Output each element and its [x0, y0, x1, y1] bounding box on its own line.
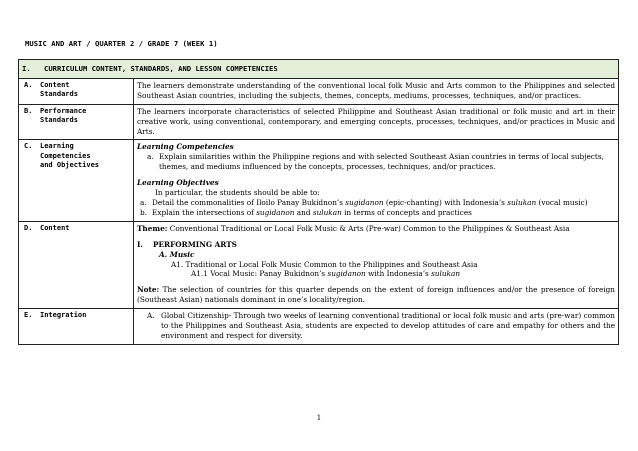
content-row: [19, 221, 619, 308]
content-standards-label: [19, 78, 134, 104]
italic-term: sulukan: [312, 207, 342, 217]
performing-arts-heading: [137, 240, 615, 250]
row-letter: D.: [24, 223, 33, 232]
theme-line: [137, 224, 615, 234]
document-header: MUSIC AND ART / QUARTER 2 / GRADE 7 (WEEK 1): [25, 39, 218, 48]
item-marker: b.: [140, 207, 147, 217]
text-run: with Indonesia’s: [365, 269, 432, 279]
label-line: Content: [40, 80, 70, 89]
text-run: A1.1 Vocal Music: Panay Bukidnon’s: [191, 269, 328, 279]
content-standards-text: The learners demonstrate understanding of the conventional local folk Music and Arts common to the Philippines and selected Southeast Asian countries, including the subjects, themes, concepts, mediums, processes, techniques, and/or practices.: [134, 78, 619, 104]
content-standards-row: [19, 78, 619, 104]
objective-item-b: [137, 208, 615, 218]
label-line: Standards: [40, 90, 78, 99]
row-letter: E.: [24, 311, 33, 320]
integration-text: Global Citizenship- Through two weeks of learning conventional traditional or local folk music and arts (pre-war) common to the Philippines and Southeast Asia, students are expected to develop attitudes of care and empathy for others and the environment and respect for diversity.: [161, 311, 616, 340]
label-line: Competencies: [40, 151, 91, 160]
section-title: CURRICULUM CONTENT, STANDARDS, AND LESSON COMPETENCIES: [44, 64, 278, 73]
text-run: Explain the intersections of: [152, 207, 257, 217]
row-letter: C.: [24, 142, 33, 151]
italic-term: sugidanon: [345, 197, 384, 207]
label-line: Learning: [40, 142, 74, 151]
learning-competencies-heading: Learning Competencies: [137, 142, 234, 152]
item-marker: a.: [147, 152, 154, 162]
objective-text: [152, 198, 588, 208]
integration-label: [19, 309, 134, 345]
label-line: Performance: [40, 106, 87, 115]
a11-item: [137, 269, 615, 279]
content-cell: [134, 221, 619, 308]
italic-term: sugidanon: [327, 269, 366, 279]
integration-cell: [134, 309, 619, 345]
heading-text: PERFORMING ARTS: [153, 239, 237, 249]
note-text: The selection of countries for this quarter depends on the extent of foreign influences and/or the presence of foreign (Southeast Asian) nationals dominant in one’s locality/region.: [137, 285, 616, 305]
item-marker: a.: [140, 197, 147, 207]
section-number: I.: [22, 64, 31, 73]
heading-number: I.: [137, 239, 143, 249]
section-heading: [19, 60, 619, 79]
text-run: and: [294, 207, 313, 217]
text-run: (vocal music): [536, 197, 588, 207]
competencies-cell: [134, 140, 619, 221]
a1-item: A1. Traditional or Local Folk Music Common to the Philippines and Southeast Asia: [171, 259, 478, 269]
italic-term: sulukan: [507, 197, 537, 207]
text-run: in terms of concepts and practices: [341, 207, 472, 217]
music-subheading: A. Music: [159, 249, 195, 259]
text-run: (epic-chanting) with Indonesia’s: [383, 197, 508, 207]
learning-objectives-heading: Learning Objectives: [137, 178, 219, 188]
competencies-row: [19, 140, 619, 221]
competency-text: Explain similarities within the Philippine regions and with selected Southeast Asian countries in terms of local subjects, themes, and mediums influenced by the concepts, processes, techniques, and/or practices.: [159, 152, 604, 172]
content-note: [137, 285, 615, 305]
label-line: Standards: [40, 116, 78, 125]
label-line: Content: [40, 223, 70, 232]
theme-label: Theme:: [137, 223, 168, 233]
italic-term: sugidanon: [256, 207, 295, 217]
row-letter: A.: [24, 80, 33, 89]
objective-item-a: [137, 198, 615, 208]
theme-text: Conventional Traditional or Local Folk Music & Arts (Pre-war) Common to the Philippines & Southeast Asia: [167, 223, 570, 233]
objectives-intro: In particular, the students should be able to:: [155, 188, 320, 198]
italic-term: sulukan: [431, 269, 461, 279]
item-marker: A.: [147, 311, 155, 321]
competencies-label: [19, 140, 134, 221]
content-label: [19, 221, 134, 308]
section-heading-row: [19, 60, 619, 79]
performance-standards-label: [19, 104, 134, 140]
integration-row: [19, 309, 619, 345]
note-label: Note:: [137, 285, 160, 295]
competency-item: [137, 152, 615, 172]
text-run: Detail the commonalities of Iloilo Panay Bukidnon’s: [152, 197, 346, 207]
curriculum-table: [18, 59, 619, 345]
row-letter: B.: [24, 106, 33, 115]
objective-text: [152, 208, 472, 218]
performance-standards-text: The learners incorporate characteristics of selected Philippine and Southeast Asian traditional or folk music and art in their creative work, using conventional, contemporary, and emerging concepts, processes, techniques, and/or practices in Music and Arts.: [134, 104, 619, 140]
label-line: Integration: [40, 311, 87, 320]
page-number: 1: [316, 414, 322, 422]
performance-standards-row: [19, 104, 619, 140]
label-line: and Objectives: [40, 161, 100, 170]
integration-item: [137, 311, 615, 341]
